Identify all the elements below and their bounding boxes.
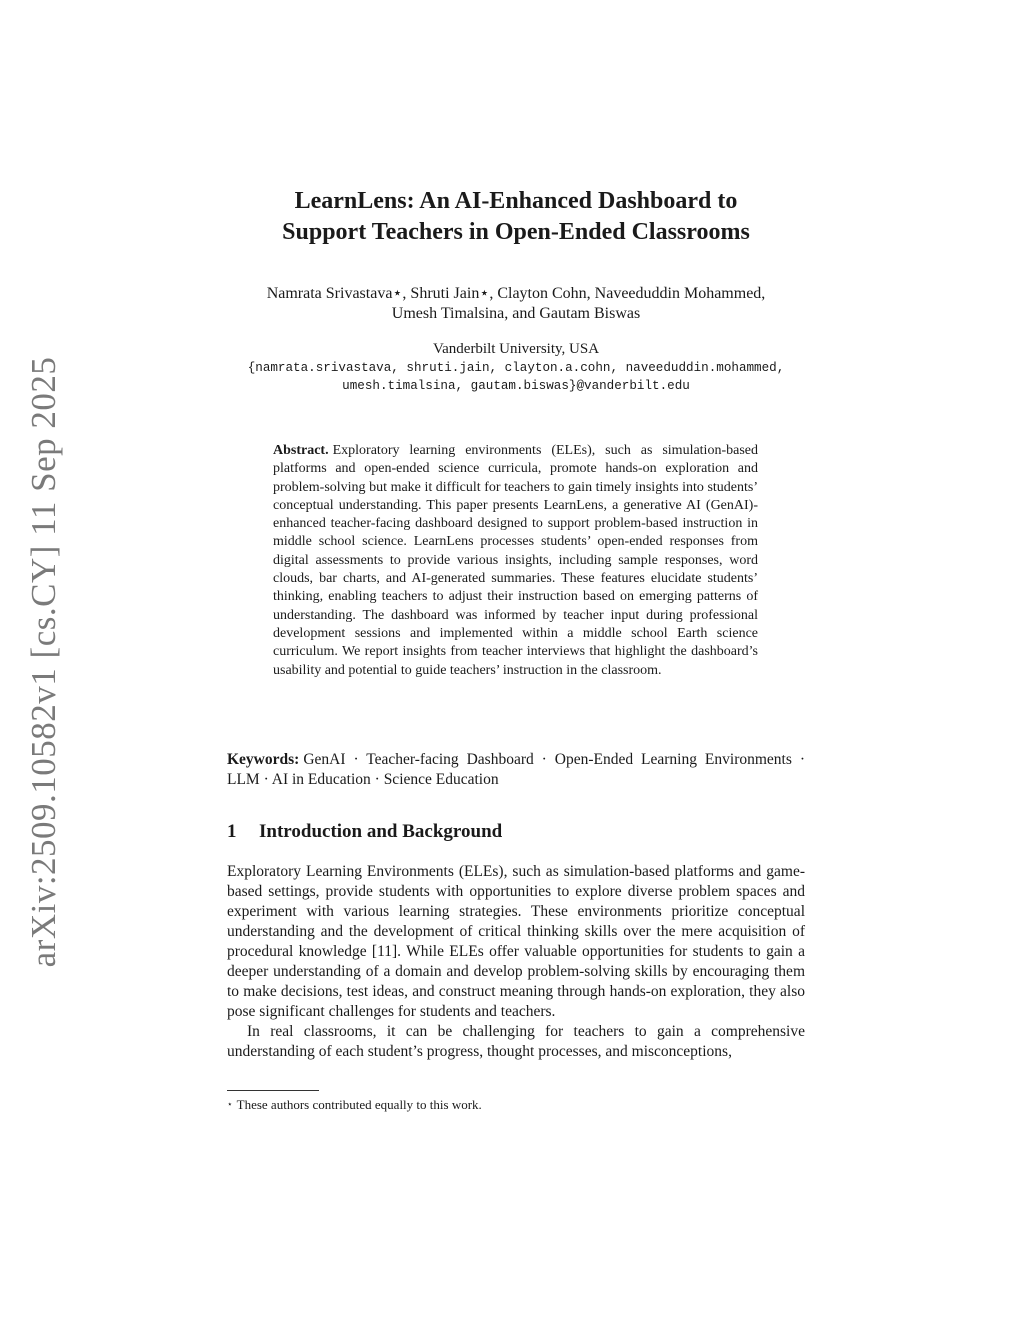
keywords-label: Keywords: (227, 751, 300, 768)
title-line-1: LearnLens: An AI-Enhanced Dashboard to (294, 188, 738, 214)
abstract-text: Exploratory learning environments (ELEs), such as simulation-based platforms and open-ended science curricula, promote hands-on exploration and problem-solving but make it difficult for teachers to gain timely insights into students’ conceptual understanding. This paper presents LearnLens, a generative AI (GenAI)-enhanced teacher-facing dashboard designed to support problem-based instruction in middle school science. LearnLens processes students’ open-ended responses from digital assessments to provide various insights, including sample responses, word clouds, bar charts, and AI-generated summaries. These features elucidate students’ thinking, enabling teachers to adjust their instruction based on emerging patterns of understanding. The dashboard was informed by teacher input during professional development sessions and implemented within a middle school Earth science curriculum. We report insights from teacher interviews that highlight the dashboard’s usability and potential to guide teachers’ instruction in the classroom. (273, 443, 758, 678)
affiliation: Vanderbilt University, USA (432, 341, 600, 357)
body-paragraph: In real classrooms, it can be challenging for teachers to gain a comprehensive understanding of each student’s progress, thought processes, and misconceptions, (227, 1023, 805, 1060)
title-line-2: Support Teachers in Open-Ended Classrooms (282, 219, 750, 245)
footnote-rule (227, 1090, 319, 1091)
footnote (227, 1096, 805, 1113)
abstract-label: Abstract. (273, 443, 329, 458)
section-body (227, 862, 805, 1062)
body-paragraph: Exploratory Learning Environments (ELEs), such as simulation-based platforms and game-based settings, provide students with opportunities to explore diverse problem spaces and experiment with various learning strategies. These environments prioritize conceptual understanding and the development of critical thinking skills over the mere acquisition of procedural knowledge [11]. While ELEs offer valuable opportunities for students to gain a deeper understanding of a domain and develop problem-solving skills by encouraging them to make decisions, test ideas, and construct meaning through hands-on exploration, they also pose significant challenges for students and teachers. (227, 863, 805, 1020)
section-heading (227, 820, 805, 844)
footnote-text: These authors contributed equally to this work. (236, 1097, 482, 1112)
emails-line-2: umesh.timalsina, gautam.biswas}@vanderbilt.edu (342, 379, 690, 393)
arxiv-identifier-stamp: arXiv:2509.10582v1 [cs.CY] 11 Sep 2025 (24, 356, 63, 968)
author-list (227, 284, 805, 324)
emails-line-1: {namrata.srivastava, shruti.jain, clayton.a.cohn, naveeduddin.mohammed, (247, 361, 785, 375)
section-title: Introduction and Background (259, 821, 503, 842)
keywords-text: GenAI · Teacher-facing Dashboard · Open-Ended Learning Environments · LLM · AI in Education · Science Education (227, 751, 805, 788)
authors-line-2: Umesh Timalsina, and Gautam Biswas (391, 305, 641, 322)
keywords (227, 750, 805, 790)
footnote-mark: ⋆ (227, 1099, 233, 1109)
authors-line-1: Namrata Srivastava⋆, Shruti Jain⋆, Clayton Cohn, Naveeduddin Mohammed, (266, 285, 766, 302)
abstract (273, 442, 758, 680)
paper-title (227, 186, 805, 248)
author-emails (227, 359, 805, 395)
section-number: 1 (227, 821, 237, 842)
